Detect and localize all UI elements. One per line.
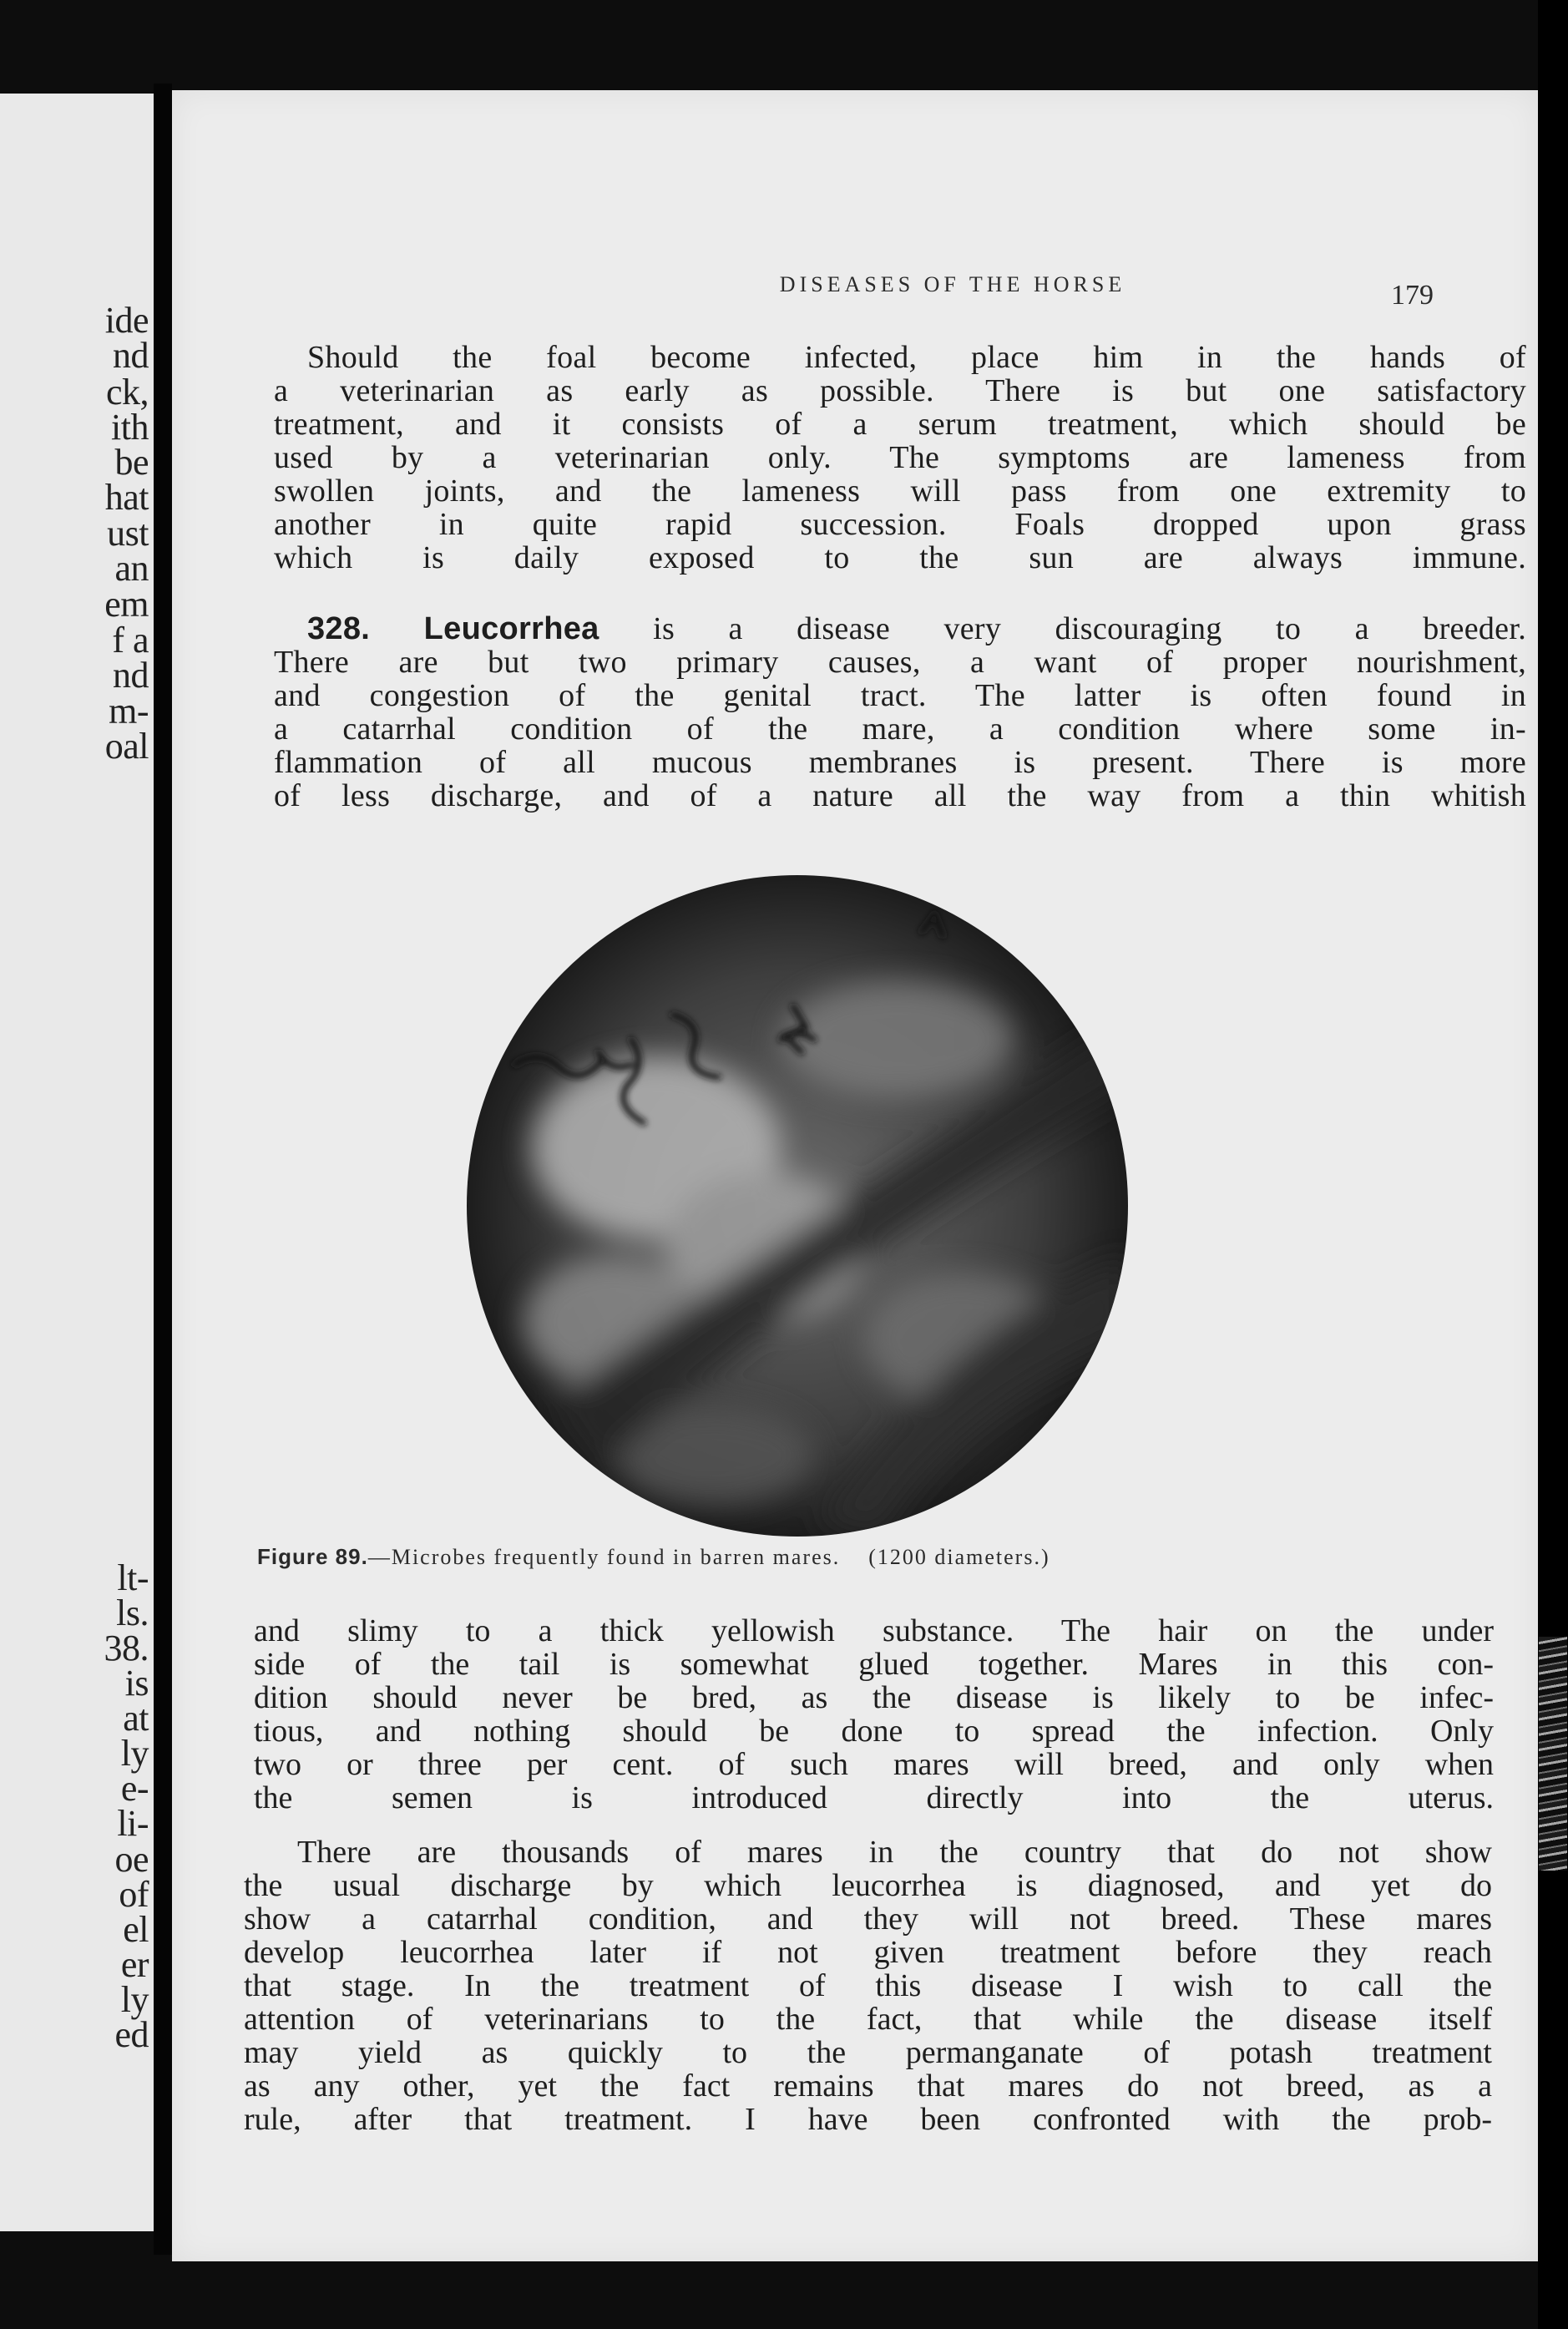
left-page-fragment: ck, — [105, 372, 149, 413]
text-line: and congestion of the genital tract. The latter is often found in — [274, 678, 1526, 713]
text-line: attention of veterinarians to the fact, that while the disease itself — [244, 2002, 1492, 2037]
text-line: which is daily exposed to the sun are always immune. — [274, 540, 1526, 575]
text-line: of less discharge, and of a nature all the way from a thin whitish — [274, 778, 1526, 813]
left-page-fragment: ls. — [116, 1592, 149, 1633]
figure-scale: (1200 diameters.) — [868, 1545, 1050, 1569]
left-page-fragment: el — [123, 1909, 149, 1950]
text-line: treatment, and it consists of a serum treatment, which should be — [274, 407, 1526, 442]
text-line: that stage. In the treatment of this disease I wish to call the — [244, 1968, 1492, 2003]
text-line: develop leucorrhea later if not given treatment before they reach — [244, 1935, 1492, 1970]
text-line: There are but two primary causes, a want of proper nourishment, — [274, 645, 1526, 680]
left-page-fragment: nd — [113, 335, 149, 376]
left-page-fragment: hat — [104, 477, 149, 518]
text-line: two or three per cent. of such mares will breed, and only when — [254, 1747, 1494, 1782]
text-line: and slimy to a thick yellowish substance. The hair on the under — [254, 1613, 1494, 1648]
left-page-fragment: ith — [111, 407, 149, 448]
text-line: tious, and nothing should be done to spread the infection. Only — [254, 1714, 1494, 1749]
section-328-leucorrhea — [274, 612, 1526, 813]
left-page-fragment: at — [123, 1698, 149, 1739]
text-line: dition should never be bred, as the disease is likely to be infec- — [254, 1680, 1494, 1715]
left-page-fragment: 38. — [104, 1628, 149, 1668]
left-page-fragment: e- — [120, 1768, 149, 1809]
book-page — [172, 90, 1538, 2261]
left-page-fragment: ust — [107, 513, 149, 554]
page-edge-artifact — [1539, 1637, 1567, 1871]
left-page-fragment: nd — [113, 655, 149, 696]
left-page-fragment: er — [120, 1944, 149, 1985]
left-page-edge — [0, 94, 154, 2231]
running-head: DISEASES OF THE HORSE — [779, 272, 1126, 296]
text-line: a veterinarian as early as possible. There is but one satisfactory — [274, 373, 1526, 408]
left-page-fragment: be — [114, 442, 149, 483]
section-first-line-text: is a disease very discouraging to a breeder. — [653, 611, 1526, 646]
figure-caption-text: —Microbes frequently found in barren mares. — [367, 1545, 841, 1569]
text-line: rule, after that treatment. I have been confronted with the prob- — [244, 2102, 1492, 2137]
left-page-fragment: ed — [114, 2014, 149, 2055]
section-number: 328. — [307, 611, 371, 646]
right-page-edge — [1538, 0, 1568, 2329]
left-page-fragment: li- — [117, 1803, 149, 1844]
text-line: flammation of all mucous membranes is present. There is more — [274, 745, 1526, 780]
text-line: swollen joints, and the lameness will pass from one extremity to — [274, 473, 1526, 509]
text-line: as any other, yet the fact remains that mares do not breed, as a — [244, 2068, 1492, 2104]
text-line: the semen is introduced directly into the uterus. — [254, 1780, 1494, 1815]
left-page-fragment: oal — [104, 726, 149, 767]
left-page-fragment: is — [124, 1663, 149, 1704]
text-line: There are thousands of mares in the country that do not show — [297, 1835, 1492, 1870]
text-line: a catarrhal condition of the mare, a condition where some in- — [274, 711, 1526, 747]
left-page-fragment: m- — [109, 691, 149, 732]
paragraph-discharge — [254, 1614, 1494, 1815]
left-page-fragment: em — [104, 584, 149, 625]
text-line: used by a veterinarian only. The symptoms are lameness from — [274, 440, 1526, 475]
section-first-line — [274, 612, 1526, 646]
text-line: may yield as quickly to the permanganate of potash treatment — [244, 2035, 1492, 2070]
text-line: side of the tail is somewhat glued together. Mares in this con- — [254, 1647, 1494, 1682]
paragraph-catarrhal-mares — [244, 1835, 1492, 2136]
left-page-fragment: ly — [120, 1979, 149, 2020]
text-line: show a catarrhal condition, and they will not breed. These mares — [244, 1901, 1492, 1937]
figure-caption — [257, 1544, 1510, 1570]
microscope-photograph — [465, 873, 1130, 1538]
section-title: Leucorrhea — [423, 611, 599, 646]
left-page-fragment: of — [119, 1874, 149, 1915]
left-page-fragment: ide — [104, 300, 149, 341]
paragraph-foal-infection — [274, 341, 1526, 575]
figure-label: Figure 89. — [257, 1544, 368, 1569]
text-line: another in quite rapid succession. Foals dropped upon grass — [274, 507, 1526, 542]
book-spine-gutter — [154, 84, 172, 2255]
left-page-fragment: an — [114, 548, 149, 589]
left-page-fragment: f a — [112, 620, 149, 661]
left-page-fragment: lt- — [117, 1557, 149, 1598]
left-page-fragment: ly — [120, 1733, 149, 1774]
left-page-fragment: oe — [114, 1839, 149, 1880]
text-line: Should the foal become infected, place him in the hands of — [307, 340, 1526, 375]
text-line: the usual discharge by which leucorrhea is diagnosed, and yet do — [244, 1868, 1492, 1903]
page-number: 179 — [1391, 280, 1434, 311]
